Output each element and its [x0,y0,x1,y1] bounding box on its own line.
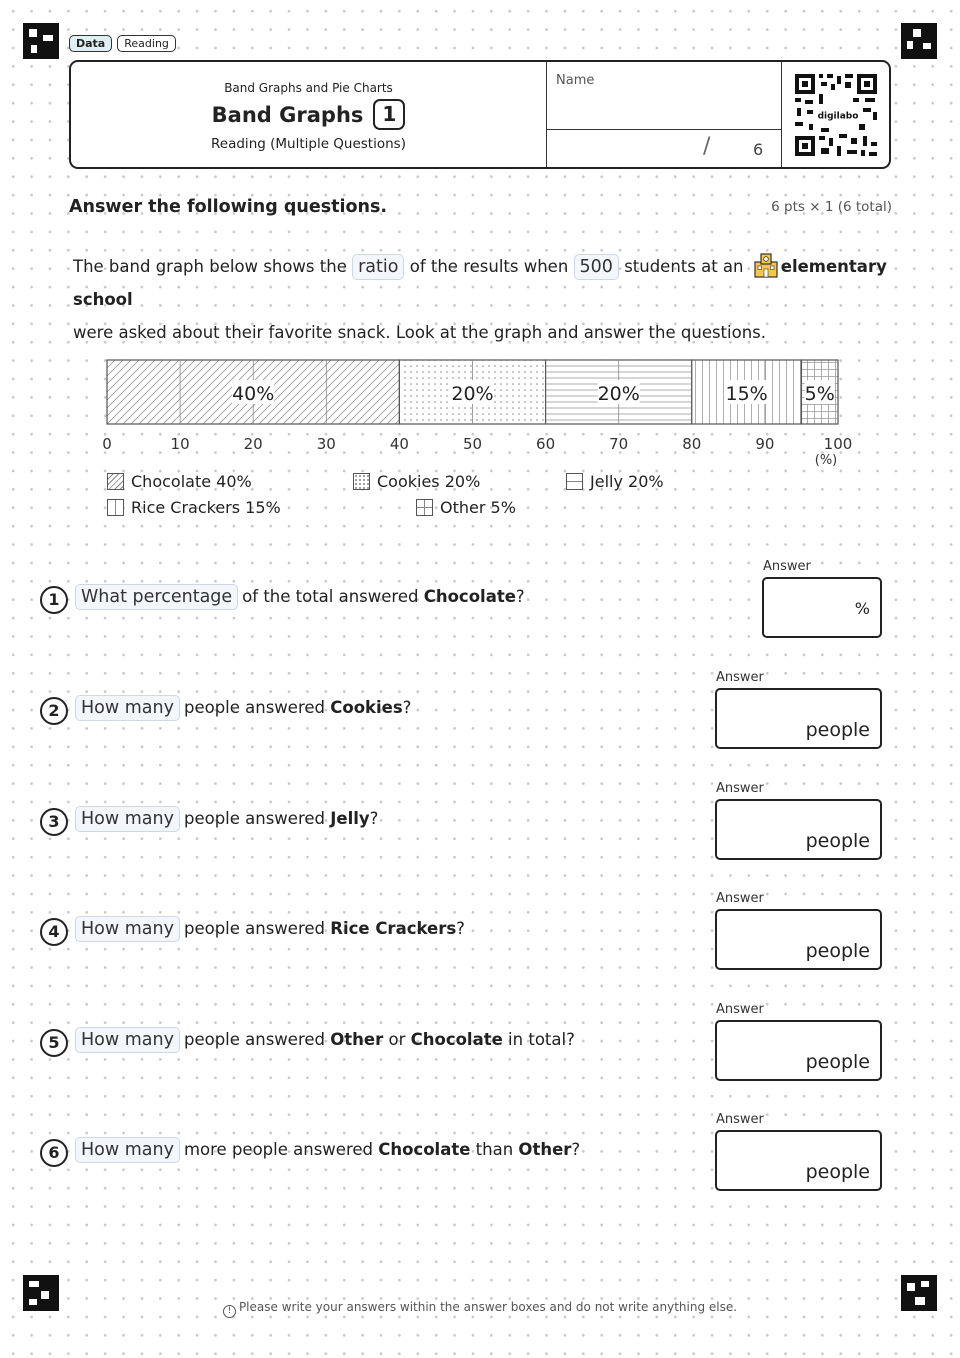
question-keyword-chip: How many [75,916,180,942]
question-3 [40,781,900,858]
legend-label: Rice Crackers 15% [131,498,281,517]
answer-label: Answer [716,781,764,796]
question-text [75,916,465,942]
intro-text-c: students at an [624,257,744,276]
footer-text: Please write your answers within the answer boxes and do not write anything else. [238,1300,738,1314]
legend-item-chocolate [107,472,252,491]
question-keyword: Rice Crackers [330,919,457,938]
legend-item-cookies [353,472,480,491]
answer-box[interactable] [715,1130,882,1191]
tick-label: 30 [316,435,336,453]
tick-label: 80 [682,435,702,453]
answer-unit: % [854,599,870,618]
intro-paragraph [73,250,903,349]
answer-label: Answer [716,1112,764,1127]
answer-unit: people [805,940,870,962]
tick-label: 50 [462,435,483,453]
data-label: 20% [597,383,640,405]
answer-box[interactable] [715,909,882,970]
title-block [71,62,546,167]
chart-legend [107,470,807,530]
keyword-chip-ratio: ratio [352,254,404,280]
name-score-block [546,62,782,167]
data-label: 20% [451,383,494,405]
legend-label: Other 5% [440,498,516,517]
score-field[interactable] [547,129,781,167]
school-building-icon [753,252,779,278]
band-graph [90,345,870,475]
tick-label: 40 [389,435,409,453]
question-text [75,806,378,832]
question-text-mid: or [383,1030,411,1049]
instruction-text: Answer the following questions. [69,197,388,217]
question-text-mid: than [470,1140,519,1159]
question-keyword-chip: What percentage [75,584,238,610]
question-text-pre: people answered [183,809,331,828]
question-keyword-chip: How many [75,1027,180,1053]
question-text-post: in total? [502,1030,575,1049]
question-5 [40,1002,900,1079]
qr-brand-text: digilabo [817,111,859,122]
swatch-diagonal-icon [107,473,124,490]
question-text [75,584,525,610]
question-keyword: Cookies [330,698,403,717]
question-text-post: ? [515,587,525,606]
legend-label: Jelly 20% [590,472,664,491]
category-tags [69,35,176,52]
question-1 [40,559,900,637]
legend-label: Chocolate 40% [131,472,252,491]
footer-note [0,1300,960,1318]
question-text-pre: of the total answered [242,587,424,606]
question-text-post: ? [456,919,465,938]
axis-unit-label: (%) [814,453,838,468]
question-keyword-2: Other [518,1140,572,1159]
question-text-post: ? [369,809,379,828]
title-text: Band Graphs [211,102,364,127]
answer-box[interactable] [762,577,882,638]
question-keyword-chip: How many [75,1137,180,1163]
answer-box[interactable] [715,1020,882,1081]
legend-label: Cookies 20% [377,472,481,491]
data-label: 40% [232,383,275,405]
answer-unit: people [805,830,870,852]
points-text: 6 pts × 1 (6 total) [771,199,892,215]
qr-code-icon [793,72,879,158]
swatch-grid-icon [416,499,433,516]
data-label: 5% [804,383,835,405]
question-4 [40,891,900,968]
question-number: 3 [40,808,68,836]
unit-title: Band Graphs and Pie Charts [224,81,393,95]
question-text [75,1027,575,1053]
answer-label: Answer [763,559,811,574]
tick-label: 100 [823,435,853,453]
question-keyword: Chocolate [378,1140,471,1159]
question-number: 4 [40,918,68,946]
swatch-horizontal-icon [566,473,583,490]
swatch-dots-icon [353,473,370,490]
question-keyword: Chocolate [423,587,516,606]
swatch-vertical-icon [107,499,124,516]
legend-item-other [416,498,516,517]
intro-line-1 [73,250,903,316]
tick-label: 90 [755,435,775,453]
question-number: 2 [40,697,68,725]
answer-label: Answer [716,670,764,685]
intro-text-b: of the results when [409,257,569,276]
keyword-chip-count: 500 [574,254,619,280]
question-keyword-2: Chocolate [410,1030,503,1049]
name-label: Name [556,73,595,88]
tag-reading[interactable]: Reading [117,35,176,52]
question-keyword-chip: How many [75,695,180,721]
worksheet-number: 1 [373,99,405,130]
question-text-post: ? [571,1140,581,1159]
question-number: 5 [40,1029,68,1057]
intro-line-2: were asked about their favorite snack. Look at the graph and answer the questions. [73,323,767,342]
question-text-pre: more people answered [183,1140,379,1159]
question-keyword: Jelly [330,809,370,828]
answer-unit: people [805,719,870,741]
worksheet-title [71,99,546,130]
corner-marker-top-right [901,23,937,59]
question-text [75,1137,580,1163]
data-label: 15% [725,383,768,405]
question-text [75,695,411,721]
tick-label: 70 [609,435,629,453]
worksheet-header [69,60,891,169]
question-number: 1 [40,586,68,614]
score-slash: / [703,134,711,159]
question-text-pre: people answered [183,1030,331,1049]
worksheet-subtitle: Reading (Multiple Questions) [211,136,406,152]
question-6 [40,1112,900,1189]
question-text-pre: people answered [183,919,331,938]
corner-marker-top-left [23,23,59,59]
tick-label: 0 [102,435,112,453]
question-text-pre: people answered [183,698,331,717]
question-2 [40,670,900,747]
answer-label: Answer [716,1002,764,1017]
tag-data[interactable]: Data [69,35,112,52]
question-number: 6 [40,1139,68,1167]
legend-item-rice-crackers [107,498,281,517]
tick-label: 60 [536,435,556,453]
question-keyword: Other [330,1030,384,1049]
answer-unit: people [805,1051,870,1073]
question-keyword-chip: How many [75,806,180,832]
intro-text-a: The band graph below shows the [73,257,347,276]
question-text-post: ? [402,698,412,717]
tick-label: 20 [243,435,263,453]
info-icon: ! [223,1305,236,1318]
answer-label: Answer [716,891,764,906]
school-label: elementary school [73,257,887,309]
legend-item-jelly [566,472,664,491]
answer-box[interactable] [715,688,882,749]
score-total: 6 [753,140,764,159]
tick-label: 10 [170,435,190,453]
answer-unit: people [805,1161,870,1183]
answer-box[interactable] [715,799,882,860]
